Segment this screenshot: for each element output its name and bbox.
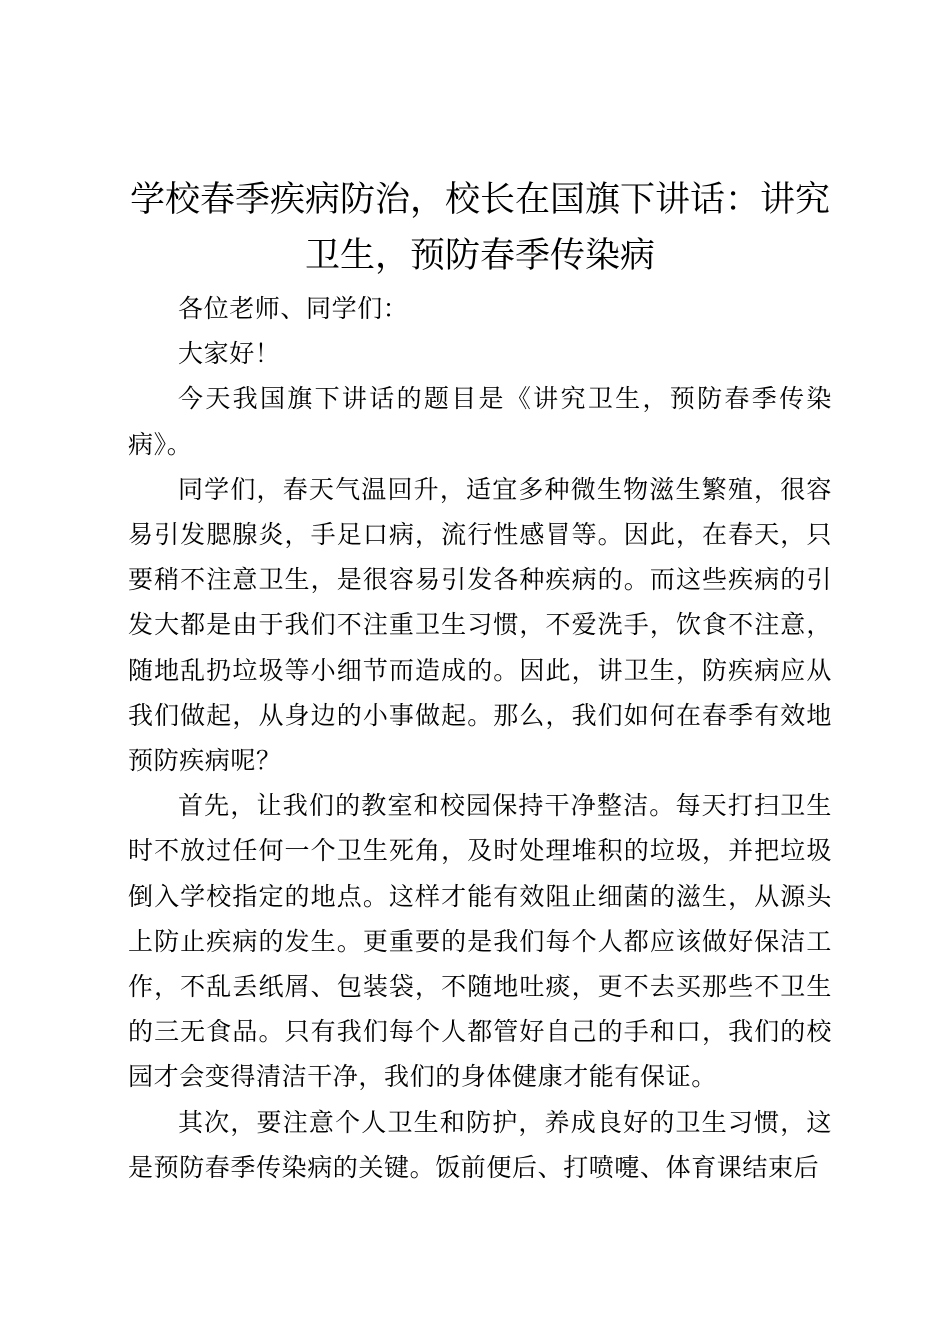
paragraph-greeting: 各位老师、同学们：: [178, 294, 409, 323]
paragraph-spring-diseases: 同学们，春天气温回升，适宜多种微生物滋生繁殖，很容易引发腮腺炎，手足口病，流行性感冒等。因此，在春天，只要稍不注意卫生，是很容易引发各种疾病的。而这些疾病的引发大都是由于我们不注重卫生习惯，不爱洗手，饮食不注意，随地乱扔垃圾等小细节而造成的。因此，讲卫生，防疾病应从我们做起，从身边的小事做起。那么，我们如何在春季有效地预防疾病呢？: [128, 474, 832, 776]
document-page: [128, 172, 832, 1190]
document-title: 学校春季疾病防治，校长在国旗下讲话：讲究卫生，预防春季传染病: [129, 180, 830, 276]
paragraph-hello: 大家好！: [178, 339, 281, 369]
paragraph-topic: 今天我国旗下讲话的题目是《讲究卫生，预防春季传染病》。: [128, 384, 832, 459]
paragraph-second-measure: 其次，要注意个人卫生和防护，养成良好的卫生习惯，这是预防春季传染病的关键。饭前便后、打喷嚏、体育课结束后: [128, 1107, 832, 1182]
paragraph-first-measure: 首先，让我们的教室和校园保持干净整洁。每天打扫卫生时不放过任何一个卫生死角，及时处理堆积的垃圾，并把垃圾倒入学校指定的地点。这样才能有效阻止细菌的滋生，从源头上防止疾病的发生。更重要的是我们每个人都应该做好保洁工作，不乱丢纸屑、包装袋，不随地吐痰，更不去买那些不卫生的三无食品。只有我们每个人都管好自己的手和口，我们的校园才会变得清洁干净，我们的身体健康才能有保证。: [128, 791, 832, 1092]
